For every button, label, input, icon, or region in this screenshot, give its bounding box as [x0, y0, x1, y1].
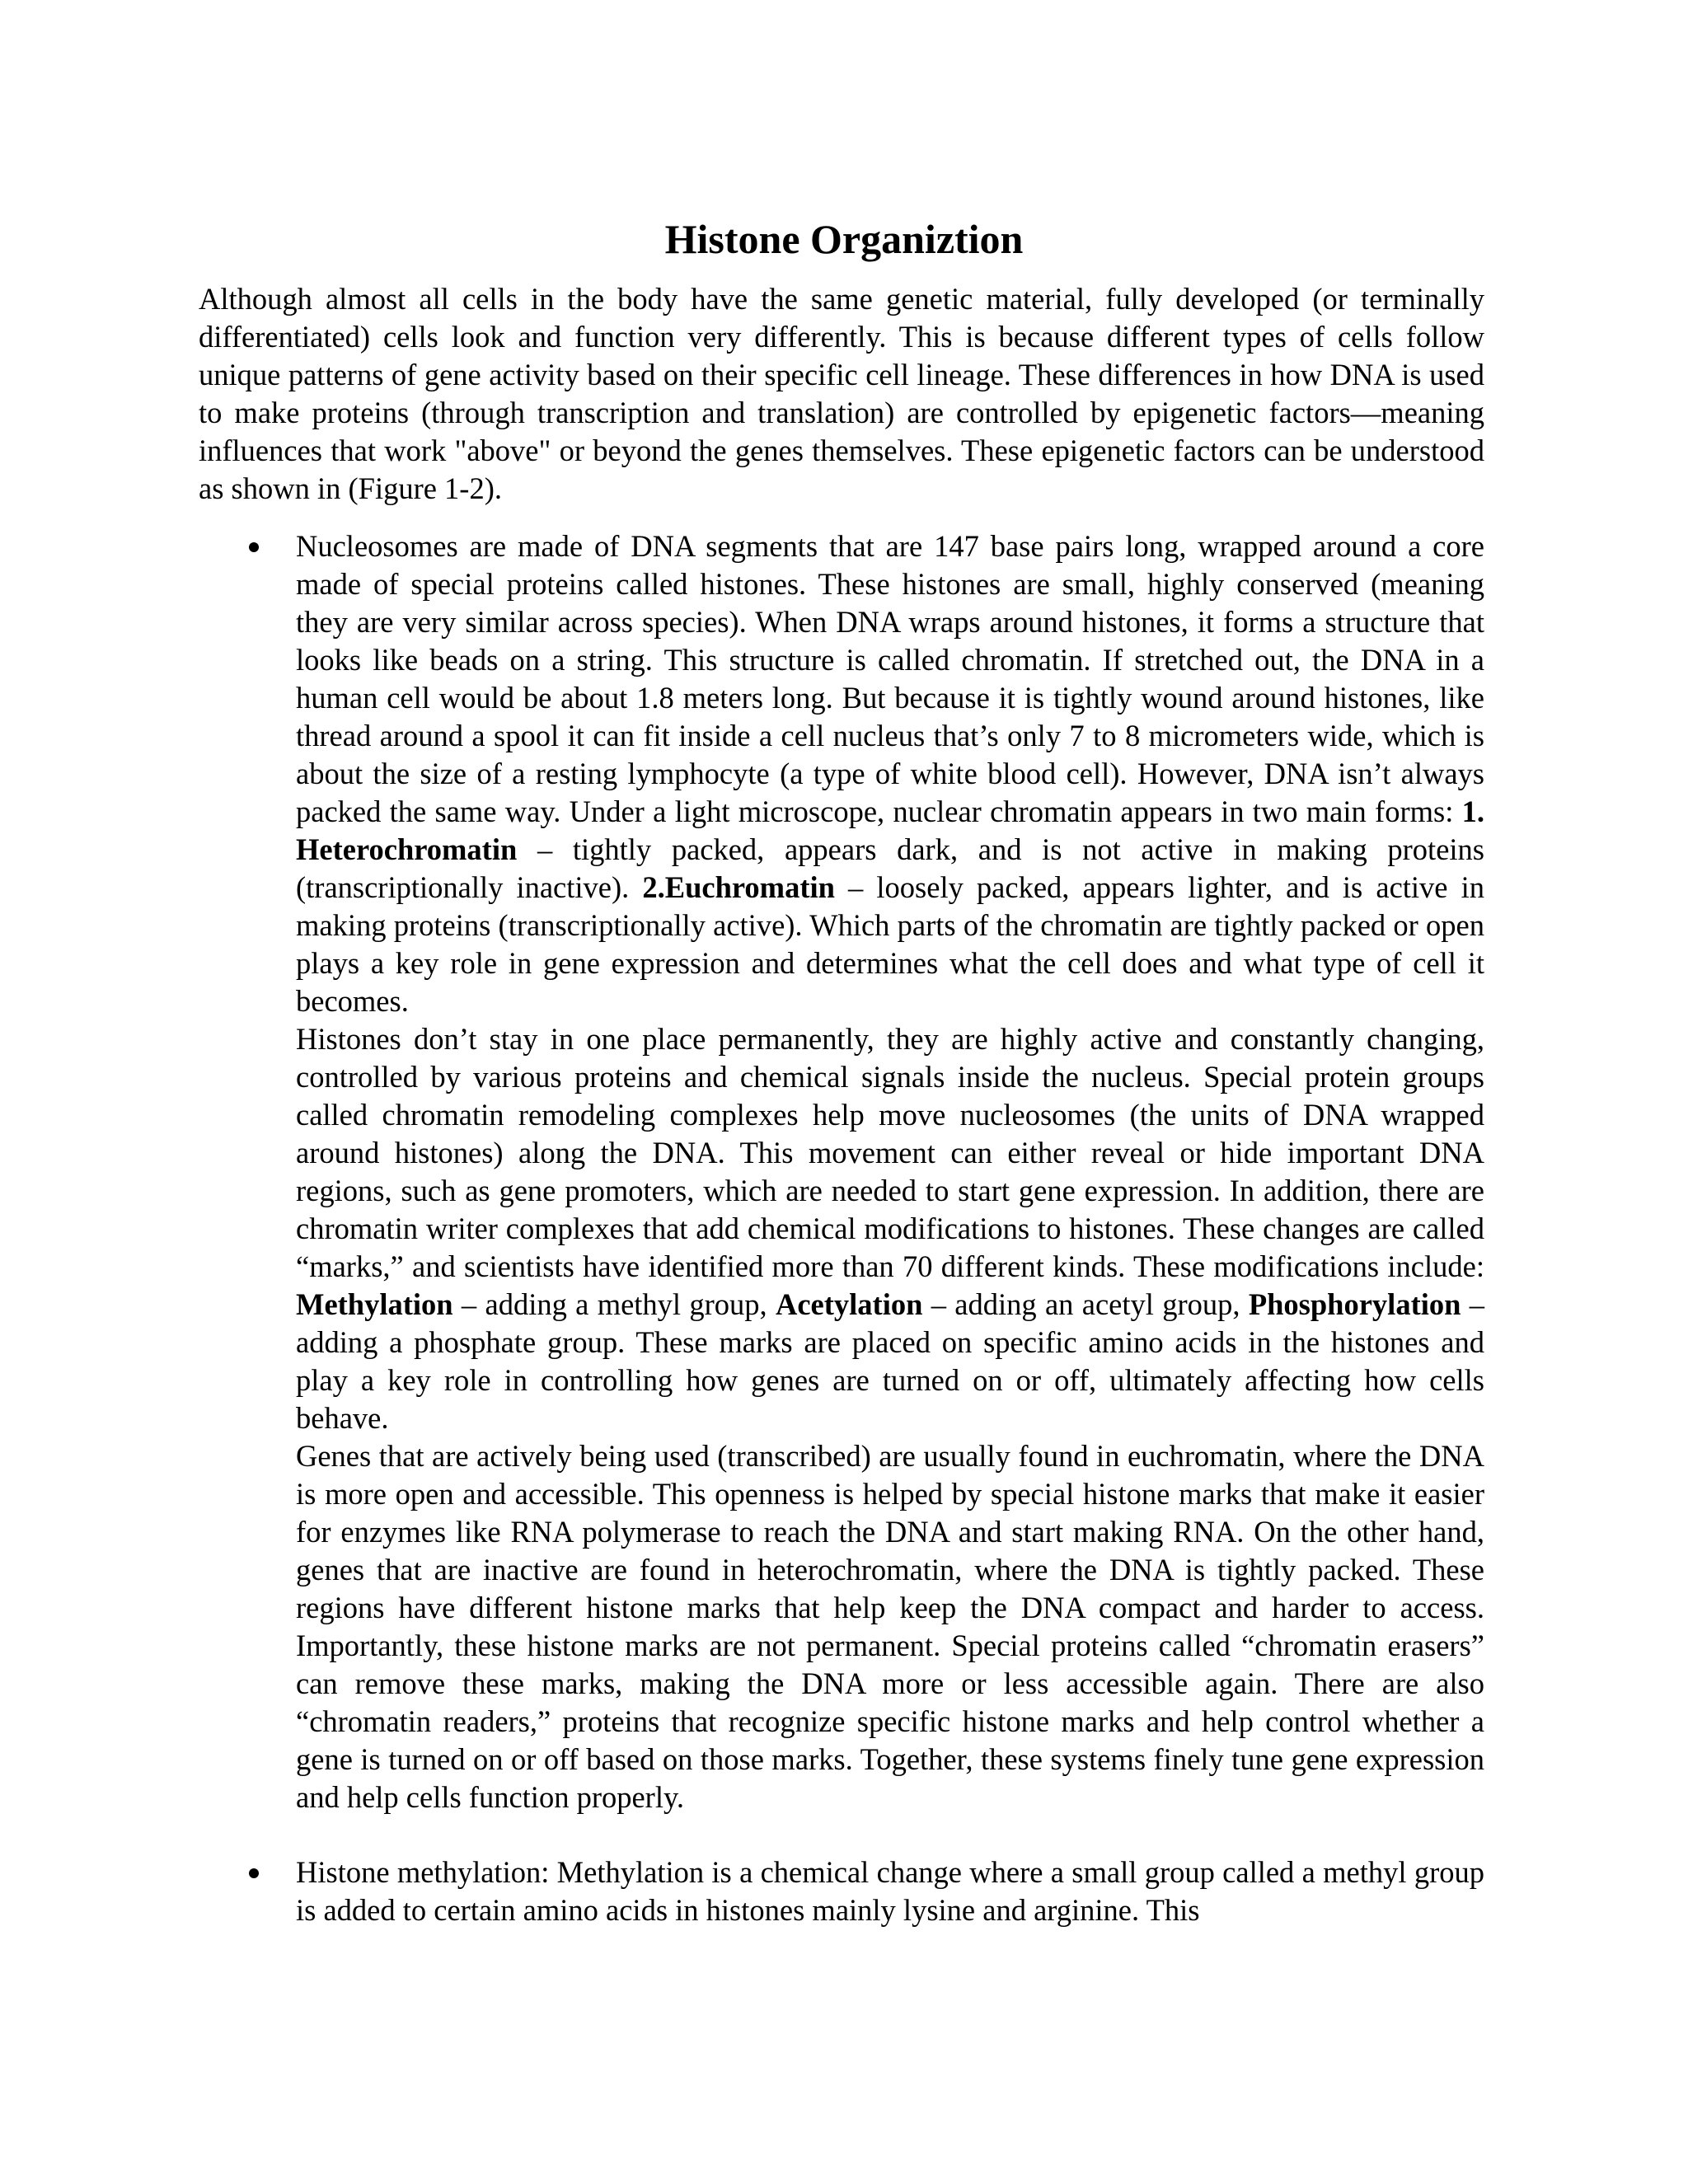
bullet-item-nucleosomes	[296, 527, 1484, 1816]
heterochromatin-term: 1. Heterochromatin	[296, 794, 1484, 866]
text-run: – loosely packed, appears lighter, and is active in making proteins (transcriptionally active). Which parts of the chromatin are tightly packed or open plays a key role in gene expression and determines what the cell does and what type of cell it becomes.	[296, 870, 1484, 1018]
text-run: Nucleosomes are made of DNA segments that are 147 base pairs long, wrapped around a core made of special proteins called histones. These histones are small, highly conserved (meaning they are very similar across species). When DNA wraps around histones, it forms a structure that looks like beads on a string. This structure is called chromatin. If stretched out, the DNA in a human cell would be about 1.8 meters long. But because it is tightly wound around histones, like thread around a spool it can fit inside a cell nucleus that’s only 7 to 8 micrometers wide, which is about the size of a resting lymphocyte (a type of white blood cell). However, DNA isn’t always packed the same way. Under a light microscope, nuclear chromatin appears in two main forms:	[296, 529, 1484, 828]
text-run: – adding a phosphate group. These marks are placed on specific amino acids in the histones and play a key role in controlling how genes are turned on or off, ultimately affecting how cells behave.	[296, 1287, 1484, 1435]
histone-dynamics-paragraph	[296, 1020, 1484, 1437]
bullet-dot-icon	[249, 1868, 259, 1878]
phosphorylation-term: Phosphorylation	[1248, 1287, 1461, 1321]
intro-paragraph: Although almost all cells in the body have the same genetic material, fully developed (or terminally differentiated) cells look and function very differently. This is because different types of cells follow unique patterns of gene activity based on their specific cell lineage. These differences in how DNA is used to make proteins (through transcription and translation) are controlled by epigenetic factors—meaning influences that work "above" or beyond the genes themselves. These epigenetic factors can be understood as shown in (Figure 1-2).	[199, 282, 1484, 505]
bullet-item-histone-methylation	[296, 1854, 1484, 1929]
text-run: Histones don’t stay in one place permanently, they are highly active and constantly changing, controlled by various proteins and chemical signals inside the nucleus. Special protein groups called chromatin remodeling complexes help move nucleosomes (the units of DNA wrapped around histones) along the DNA. This movement can either reveal or hide important DNA regions, such as gene promoters, which are needed to start gene expression. In addition, there are chromatin writer complexes that add chemical modifications to histones. These changes are called “marks,” and scientists have identified more than 70 different kinds. These modifications include:	[296, 1022, 1484, 1283]
bullet-dot-icon	[249, 542, 259, 552]
euchromatin-term: 2.Euchromatin	[642, 870, 835, 904]
document-title: Histone Organiztion	[664, 216, 1024, 262]
nucleosome-paragraph	[296, 527, 1484, 1020]
text-run: – adding an acetyl group,	[922, 1287, 1249, 1321]
histone-methylation-paragraph: Histone methylation: Methylation is a chemical change where a small group called a methyl group is added to certain amino acids in histones mainly lysine and arginine. This	[296, 1855, 1484, 1927]
gene-expression-paragraph: Genes that are actively being used (transcribed) are usually found in euchromatin, where the DNA is more open and accessible. This openness is helped by special histone marks that make it easier for enzymes like RNA polymerase to reach the DNA and start making RNA. On the other hand, genes that are inactive are found in heterochromatin, where the DNA is tightly packed. These regions have different histone marks that help keep the DNA compact and harder to access. Importantly, these histone marks are not permanent. Special proteins called “chromatin erasers” can remove these marks, making the DNA more or less accessible again. There are also “chromatin readers,” proteins that recognize specific histone marks and help control whether a gene is turned on or off based on those marks. Together, these systems finely tune gene expression and help cells function properly.	[296, 1439, 1484, 1814]
acetylation-term: Acetylation	[776, 1287, 923, 1321]
methylation-term: Methylation	[296, 1287, 453, 1321]
text-run: – tightly packed, appears dark, and is not active in making proteins (transcriptionally inactive).	[296, 832, 1484, 904]
text-run: – adding a methyl group,	[452, 1287, 776, 1321]
